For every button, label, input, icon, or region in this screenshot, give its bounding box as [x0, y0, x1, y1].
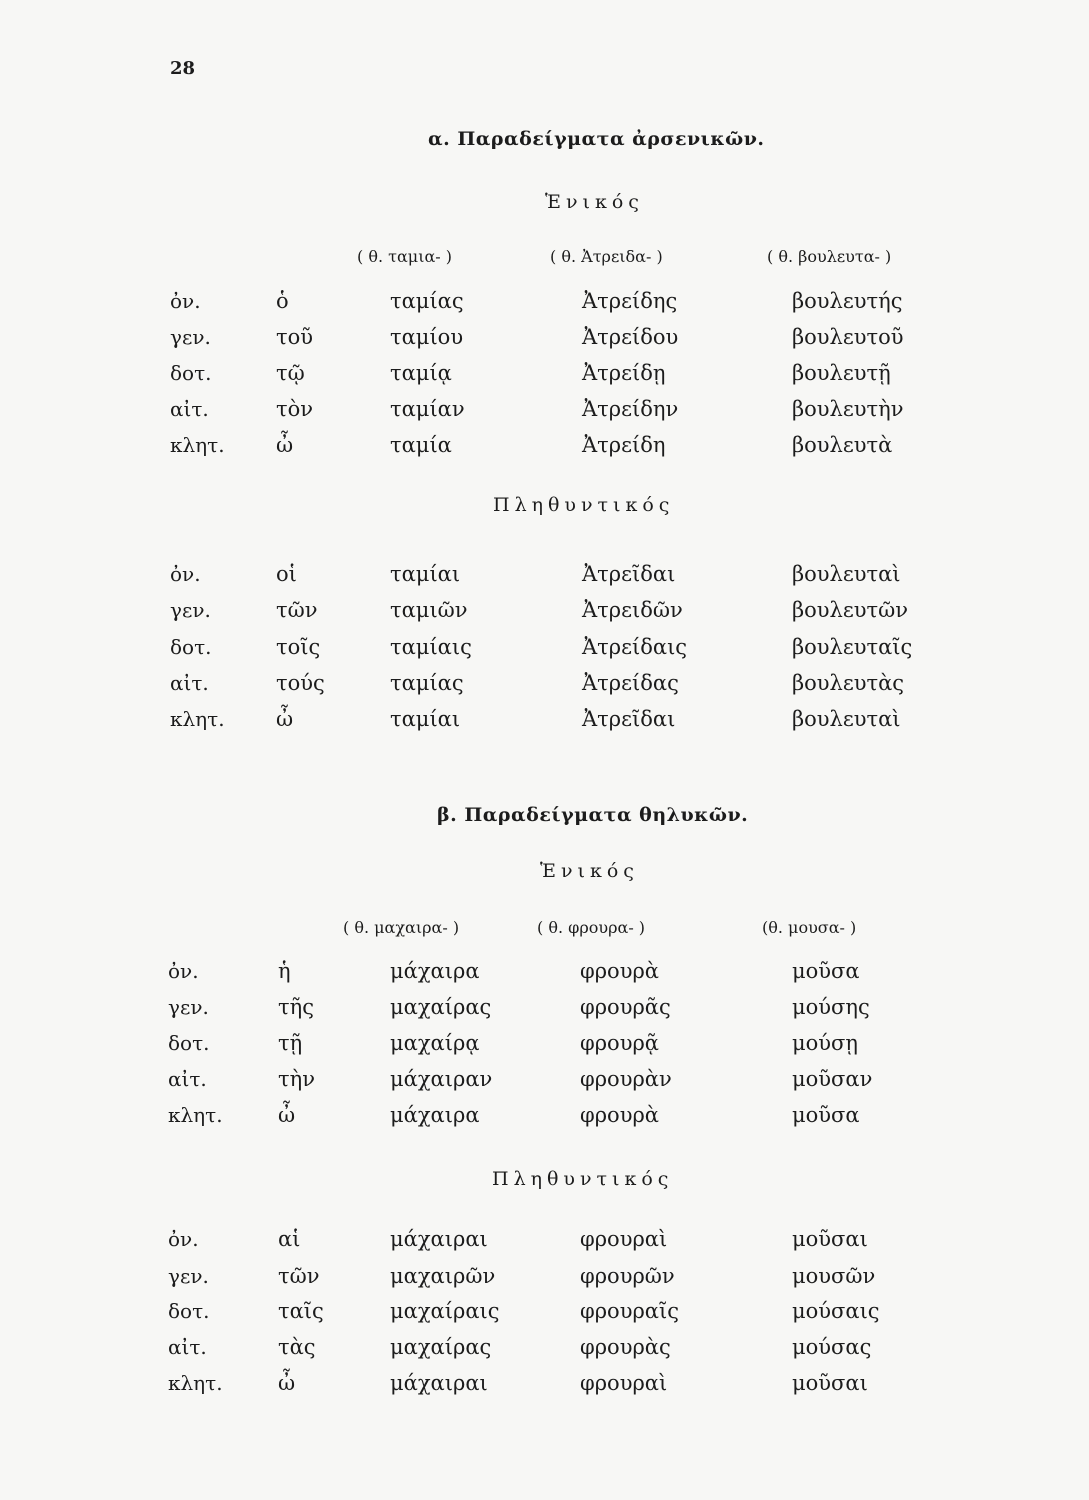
plural-form: ταμίαις: [390, 635, 472, 659]
plural-case-label: γεν.: [168, 1264, 209, 1288]
singular-form: ταμίαν: [390, 397, 465, 421]
plural-case-label: κλητ.: [168, 1371, 223, 1395]
plural-form: μάχαιραι: [390, 1371, 488, 1395]
plural-article: ὦ: [278, 1371, 296, 1395]
plural-article: τῶν: [276, 598, 318, 622]
plural-form: μαχαίρας: [390, 1335, 492, 1359]
singular-article: τοῦ: [276, 325, 314, 349]
singular-form: μούσης: [792, 995, 870, 1019]
singular-form: Ἀτρείδῃ: [582, 361, 666, 385]
singular-form: φρουρᾶς: [580, 995, 671, 1019]
plural-article: τὰς: [278, 1335, 316, 1359]
singular-form: μοῦσα: [792, 959, 860, 983]
singular-article: τῷ: [276, 361, 305, 385]
singular-form: φρουρὰν: [580, 1067, 672, 1091]
plural-form: μουσῶν: [792, 1264, 876, 1288]
singular-form: μαχαίρας: [390, 995, 492, 1019]
plural-case-label: γεν.: [170, 598, 211, 622]
singular-case-label: ὀν.: [170, 289, 201, 313]
singular-article: τῇ: [278, 1031, 303, 1055]
singular-article: ἡ: [278, 959, 291, 983]
plural-form: ταμιῶν: [390, 598, 468, 622]
plural-article: τῶν: [278, 1264, 320, 1288]
singular-case-label: δοτ.: [168, 1031, 210, 1055]
plural-article: αἱ: [278, 1227, 301, 1251]
plural-form: Ἀτρεῖδαι: [582, 707, 676, 731]
singular-form: μοῦσα: [792, 1103, 860, 1127]
singular-form: βουλευτής: [792, 289, 903, 313]
stem-label: ( θ. φρουρα- ): [537, 918, 646, 937]
plural-article: ταῖς: [278, 1299, 324, 1323]
singular-article: τῆς: [278, 995, 314, 1019]
stem-label: ( θ. βουλευτα- ): [767, 247, 892, 266]
singular-label: Ἑνικός: [545, 191, 644, 213]
singular-form: βουλευτὴν: [792, 397, 904, 421]
section-heading: α. Παραδείγματα ἀρσενικῶν.: [428, 128, 765, 150]
plural-case-label: δοτ.: [170, 635, 212, 659]
plural-form: μούσας: [792, 1335, 872, 1359]
plural-form: μάχαιραι: [390, 1227, 488, 1251]
stem-label: ( θ. Ἀτρειδα- ): [550, 247, 663, 266]
plural-case-label: κλητ.: [170, 707, 225, 731]
stem-label: ( θ. ταμια- ): [357, 247, 452, 266]
plural-article: τοῖς: [276, 635, 321, 659]
plural-form: φρουρῶν: [580, 1264, 675, 1288]
stem-label: (θ. μουσα- ): [762, 918, 857, 937]
plural-form: ταμίαι: [390, 707, 461, 731]
singular-article: ὁ: [276, 289, 289, 313]
singular-form: μάχαιραν: [390, 1067, 493, 1091]
singular-label: Ἑνικός: [540, 860, 639, 882]
page-number: 28: [170, 58, 196, 79]
plural-form: βουλευταῖς: [792, 635, 913, 659]
singular-form: φρουρᾷ: [580, 1031, 659, 1055]
singular-form: ταμίου: [390, 325, 464, 349]
singular-article: τὸν: [276, 397, 314, 421]
singular-form: ταμίᾳ: [390, 361, 452, 385]
singular-case-label: δοτ.: [170, 361, 212, 385]
plural-form: φρουρὰς: [580, 1335, 671, 1359]
plural-form: βουλευταὶ: [792, 707, 901, 731]
singular-form: μοῦσαν: [792, 1067, 873, 1091]
singular-case-label: ὀν.: [168, 959, 199, 983]
plural-form: βουλευταὶ: [792, 562, 901, 586]
plural-case-label: ὀν.: [170, 562, 201, 586]
plural-case-label: αἰτ.: [170, 671, 209, 695]
singular-form: μάχαιρα: [390, 1103, 480, 1127]
plural-form: μαχαιρῶν: [390, 1264, 496, 1288]
singular-form: μάχαιρα: [390, 959, 480, 983]
plural-form: φρουραὶ: [580, 1371, 668, 1395]
plural-form: μοῦσαι: [792, 1371, 868, 1395]
singular-article: ὦ: [278, 1103, 296, 1127]
plural-form: Ἀτρείδαις: [582, 635, 688, 659]
singular-form: μούσῃ: [792, 1031, 858, 1055]
singular-form: φρουρὰ: [580, 959, 659, 983]
plural-form: μαχαίραις: [390, 1299, 500, 1323]
singular-form: φρουρὰ: [580, 1103, 659, 1127]
plural-form: Ἀτρειδῶν: [582, 598, 683, 622]
plural-form: ταμίας: [390, 671, 464, 695]
plural-article: τούς: [276, 671, 325, 695]
plural-form: φρουραῖς: [580, 1299, 679, 1323]
plural-article: οἱ: [276, 562, 297, 586]
singular-form: ταμίας: [390, 289, 464, 313]
plural-case-label: δοτ.: [168, 1299, 210, 1323]
singular-case-label: αἰτ.: [168, 1067, 207, 1091]
plural-case-label: αἰτ.: [168, 1335, 207, 1359]
plural-form: μούσαις: [792, 1299, 880, 1323]
plural-form: βουλευτῶν: [792, 598, 909, 622]
plural-form: φρουραὶ: [580, 1227, 668, 1251]
singular-form: Ἀτρείδην: [582, 397, 679, 421]
plural-form: Ἀτρείδας: [582, 671, 679, 695]
singular-form: βουλευτῇ: [792, 361, 891, 385]
singular-form: μαχαίρᾳ: [390, 1031, 480, 1055]
plural-form: ταμίαι: [390, 562, 461, 586]
plural-form: μοῦσαι: [792, 1227, 868, 1251]
plural-form: Ἀτρεῖδαι: [582, 562, 676, 586]
singular-case-label: αἰτ.: [170, 397, 209, 421]
singular-case-label: γεν.: [168, 995, 209, 1019]
plural-form: βουλευτὰς: [792, 671, 905, 695]
plural-label: Πληθυντικός: [493, 494, 675, 516]
section-heading: β. Παραδείγματα θηλυκῶν.: [437, 804, 749, 826]
plural-article: ὦ: [276, 707, 294, 731]
singular-form: Ἀτρείδη: [582, 433, 666, 457]
plural-label: Πληθυντικός: [492, 1168, 674, 1190]
singular-form: βουλευτὰ: [792, 433, 893, 457]
singular-case-label: γεν.: [170, 325, 211, 349]
singular-form: ταμία: [390, 433, 452, 457]
singular-article: τὴν: [278, 1067, 315, 1091]
plural-case-label: ὀν.: [168, 1227, 199, 1251]
singular-form: Ἀτρείδου: [582, 325, 679, 349]
singular-case-label: κλητ.: [170, 433, 225, 457]
singular-form: Ἀτρείδης: [582, 289, 678, 313]
singular-form: βουλευτοῦ: [792, 325, 904, 349]
singular-case-label: κλητ.: [168, 1103, 223, 1127]
stem-label: ( θ. μαχαιρα- ): [343, 918, 460, 937]
singular-article: ὦ: [276, 433, 294, 457]
